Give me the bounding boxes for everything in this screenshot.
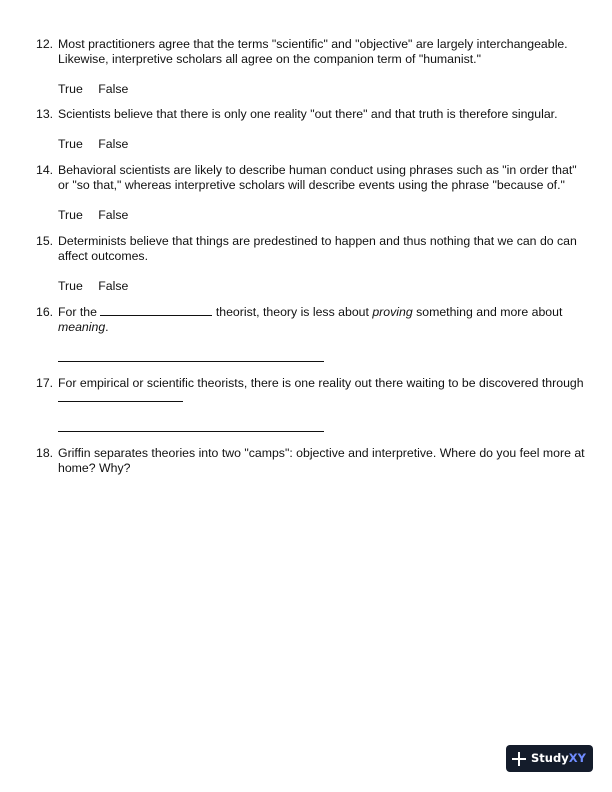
question-text-part: something and more about: [416, 305, 563, 319]
option-false[interactable]: False: [98, 82, 129, 96]
question-text: [58, 163, 588, 192]
option-true[interactable]: True: [58, 208, 83, 222]
question-number: 15.: [36, 234, 54, 248]
question-line: home? Why?: [58, 460, 131, 475]
question-line: Scientists believe that there is only one reality "out there" and that truth is therefore singular.: [58, 107, 558, 121]
fill-in-blank[interactable]: [100, 305, 212, 316]
question-number: 14.: [36, 163, 54, 177]
option-false[interactable]: False: [98, 279, 129, 293]
question-number: 13.: [36, 107, 54, 121]
question-line: Griffin separates theories into two "camps": objective and interpretive. Where do you feel more at: [58, 446, 585, 460]
question-line: For empirical or scientific theorists, there is one reality out there waiting to be discovered through: [58, 376, 584, 390]
question-line: Determinists believe that things are predestined to happen and thus nothing that we can do can: [58, 234, 577, 248]
question-text-part: theorist, theory is less about: [215, 305, 369, 319]
studyxy-logo[interactable]: [506, 745, 593, 772]
question-number: 16.: [36, 305, 54, 319]
emphasized-word: proving: [372, 305, 413, 319]
question-line: Likewise, interpretive scholars all agree on the companion term of "humanist.": [58, 51, 481, 66]
emphasized-word: meaning: [58, 319, 106, 334]
true-false-options: [58, 279, 128, 294]
question-number: 18.: [36, 446, 54, 460]
option-false[interactable]: False: [98, 208, 129, 222]
option-false[interactable]: False: [98, 137, 129, 151]
question-number: 12.: [36, 37, 54, 51]
true-false-options: [58, 137, 128, 152]
question-text: [58, 305, 588, 334]
question-text: [58, 37, 588, 66]
question-number: 17.: [36, 376, 54, 390]
question-line: or "so that," whereas interpretive scholars will describe events using the phrase "because of.": [58, 177, 565, 192]
question-line: affect outcomes.: [58, 248, 148, 263]
true-false-options: [58, 208, 128, 223]
option-true[interactable]: True: [58, 82, 83, 96]
question-line: Most practitioners agree that the terms "scientific" and "objective" are largely interchangeable.: [58, 37, 568, 51]
option-true[interactable]: True: [58, 137, 83, 151]
brand-name-study: Study: [531, 751, 569, 766]
question-text: [58, 107, 588, 122]
question-text: [58, 234, 588, 263]
brand-name-xy: XY: [568, 751, 586, 766]
fill-in-blank[interactable]: [58, 391, 183, 402]
question-text: [58, 446, 588, 475]
true-false-options: [58, 82, 128, 97]
answer-line[interactable]: [58, 361, 324, 362]
answer-line[interactable]: [58, 431, 324, 432]
question-text: [58, 376, 588, 405]
option-true[interactable]: True: [58, 279, 83, 293]
question-text-part: .: [105, 319, 109, 334]
question-text-part: For the: [58, 305, 97, 319]
question-line: Behavioral scientists are likely to describe human conduct using phrases such as "in order that": [58, 163, 577, 177]
plus-icon: [512, 752, 526, 766]
